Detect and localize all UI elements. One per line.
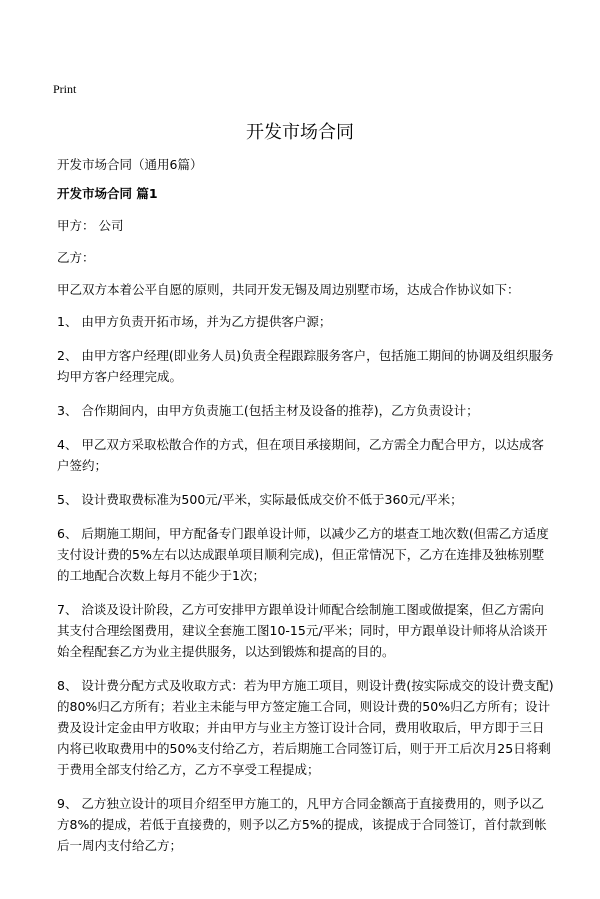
print-label: Print: [53, 82, 77, 96]
clause-3: 3、 合作期间内，由甲方负责施工(包括主材及设备的推荐)，乙方负责设计；: [57, 403, 479, 418]
clause-8: 8、 设计费分配方式及收取方式：若为甲方施工项目，则设计费(按实际成交的设计费支配)的80%归乙方所有；若业主未能与甲方签定施工合同，则设计费的50%归乙方所有；设计费及设计定金由甲方收取；并由甲方与业主方签订设计合同，费用收取后，甲方即于三日内将已收取费用中的50%支付给乙方，若后期施工合同签订后，则于开工后次月25日将剩于费用全部支付给乙方，乙方不享受工程提成；: [57, 678, 554, 777]
clause-2: 2、 由甲方客户经理(即业务人员)负责全程跟踪服务客户，包括施工期间的协调及组织服务均甲方客户经理完成。: [57, 348, 554, 384]
intro-paragraph: 甲乙双方本着公平自愿的原则，共同开发无锡及周边别墅市场，达成合作协议如下：: [57, 282, 520, 297]
document-title: 开发市场合同: [246, 122, 354, 143]
document-subtitle: 开发市场合同（通用6篇）: [57, 157, 203, 172]
clause-7: 7、 洽谈及设计阶段，乙方可安排甲方跟单设计师配合绘制施工图或做提案，但乙方需向其支付合理绘图费用，建议全套施工图10-15元/平米；同时，甲方跟单设计师将从洽谈开始全程配套乙方为业主提供服务，以达到锻炼和提高的目的。: [57, 602, 548, 659]
clause-4: 4、 甲乙双方采取松散合作的方式，但在项目承接期间，乙方需全力配合甲方，以达成客户签约；: [57, 437, 544, 473]
clause-6: 6、 后期施工期间，甲方配备专门跟单设计师，以减少乙方的堪查工地次数(但需乙方适度支付设计费的5%左右以达成跟单项目顺利完成)，但正常情况下，乙方在连排及独栋别墅的工地配合次数上每月不能少于1次；: [57, 526, 549, 583]
clause-1: 1、 由甲方负责开拓市场，并为乙方提供客户源；: [57, 314, 332, 329]
section-heading: 开发市场合同 篇1: [57, 186, 158, 201]
clause-5: 5、 设计费取费标准为500元/平米，实际最低成交价不低于360元/平米；: [57, 492, 463, 507]
clause-9: 9、 乙方独立设计的项目介绍至甲方施工的，凡甲方合同金额高于直接费用的，则予以乙方8%的提成，若低于直接费的，则予以乙方5%的提成，该提成于合同签订，首付款到帐后一周内支付给乙方；: [57, 796, 547, 853]
party-a-line: 甲方： 公司: [57, 218, 124, 233]
document-body: [57, 154, 555, 869]
party-b-line: 乙方：: [57, 250, 95, 265]
